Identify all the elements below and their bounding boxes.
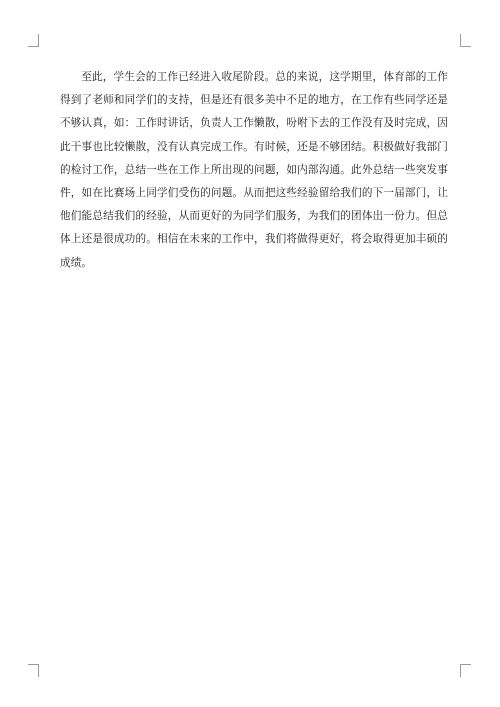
crop-mark-top-left [28,34,39,47]
body-paragraph: 至此，学生会的工作已经进入收尾阶段。总的来说，这学期里，体育部的工作得到了老师和同学们的支持，但是还有很多美中不足的地方，在工作有些同学还是不够认真，如：工作时讲话，负责人工作懒散，吩咐下去的工作没有及时完成，因此干事也比较懒散，没有认真完成工作。有时候，还是不够团结。积极做好我部门的检讨工作，总结一些在工作上所出现的问题，如内部沟通。此外总结一些突发事件，如在比赛场上同学们受伤的问题。从而把这些经验留给我们的下一届部门，让他们能总结我们的经验，从而更好的为同学们服务，为我们的团体出一份力。但总体上还是很成功的。相信在未来的工作中，我们将做得更好，将会取得更加丰硕的成绩。 [60,71,448,269]
crop-mark-bottom-right [460,664,471,677]
crop-mark-bottom-left [28,664,39,677]
crop-mark-top-right [460,34,471,47]
